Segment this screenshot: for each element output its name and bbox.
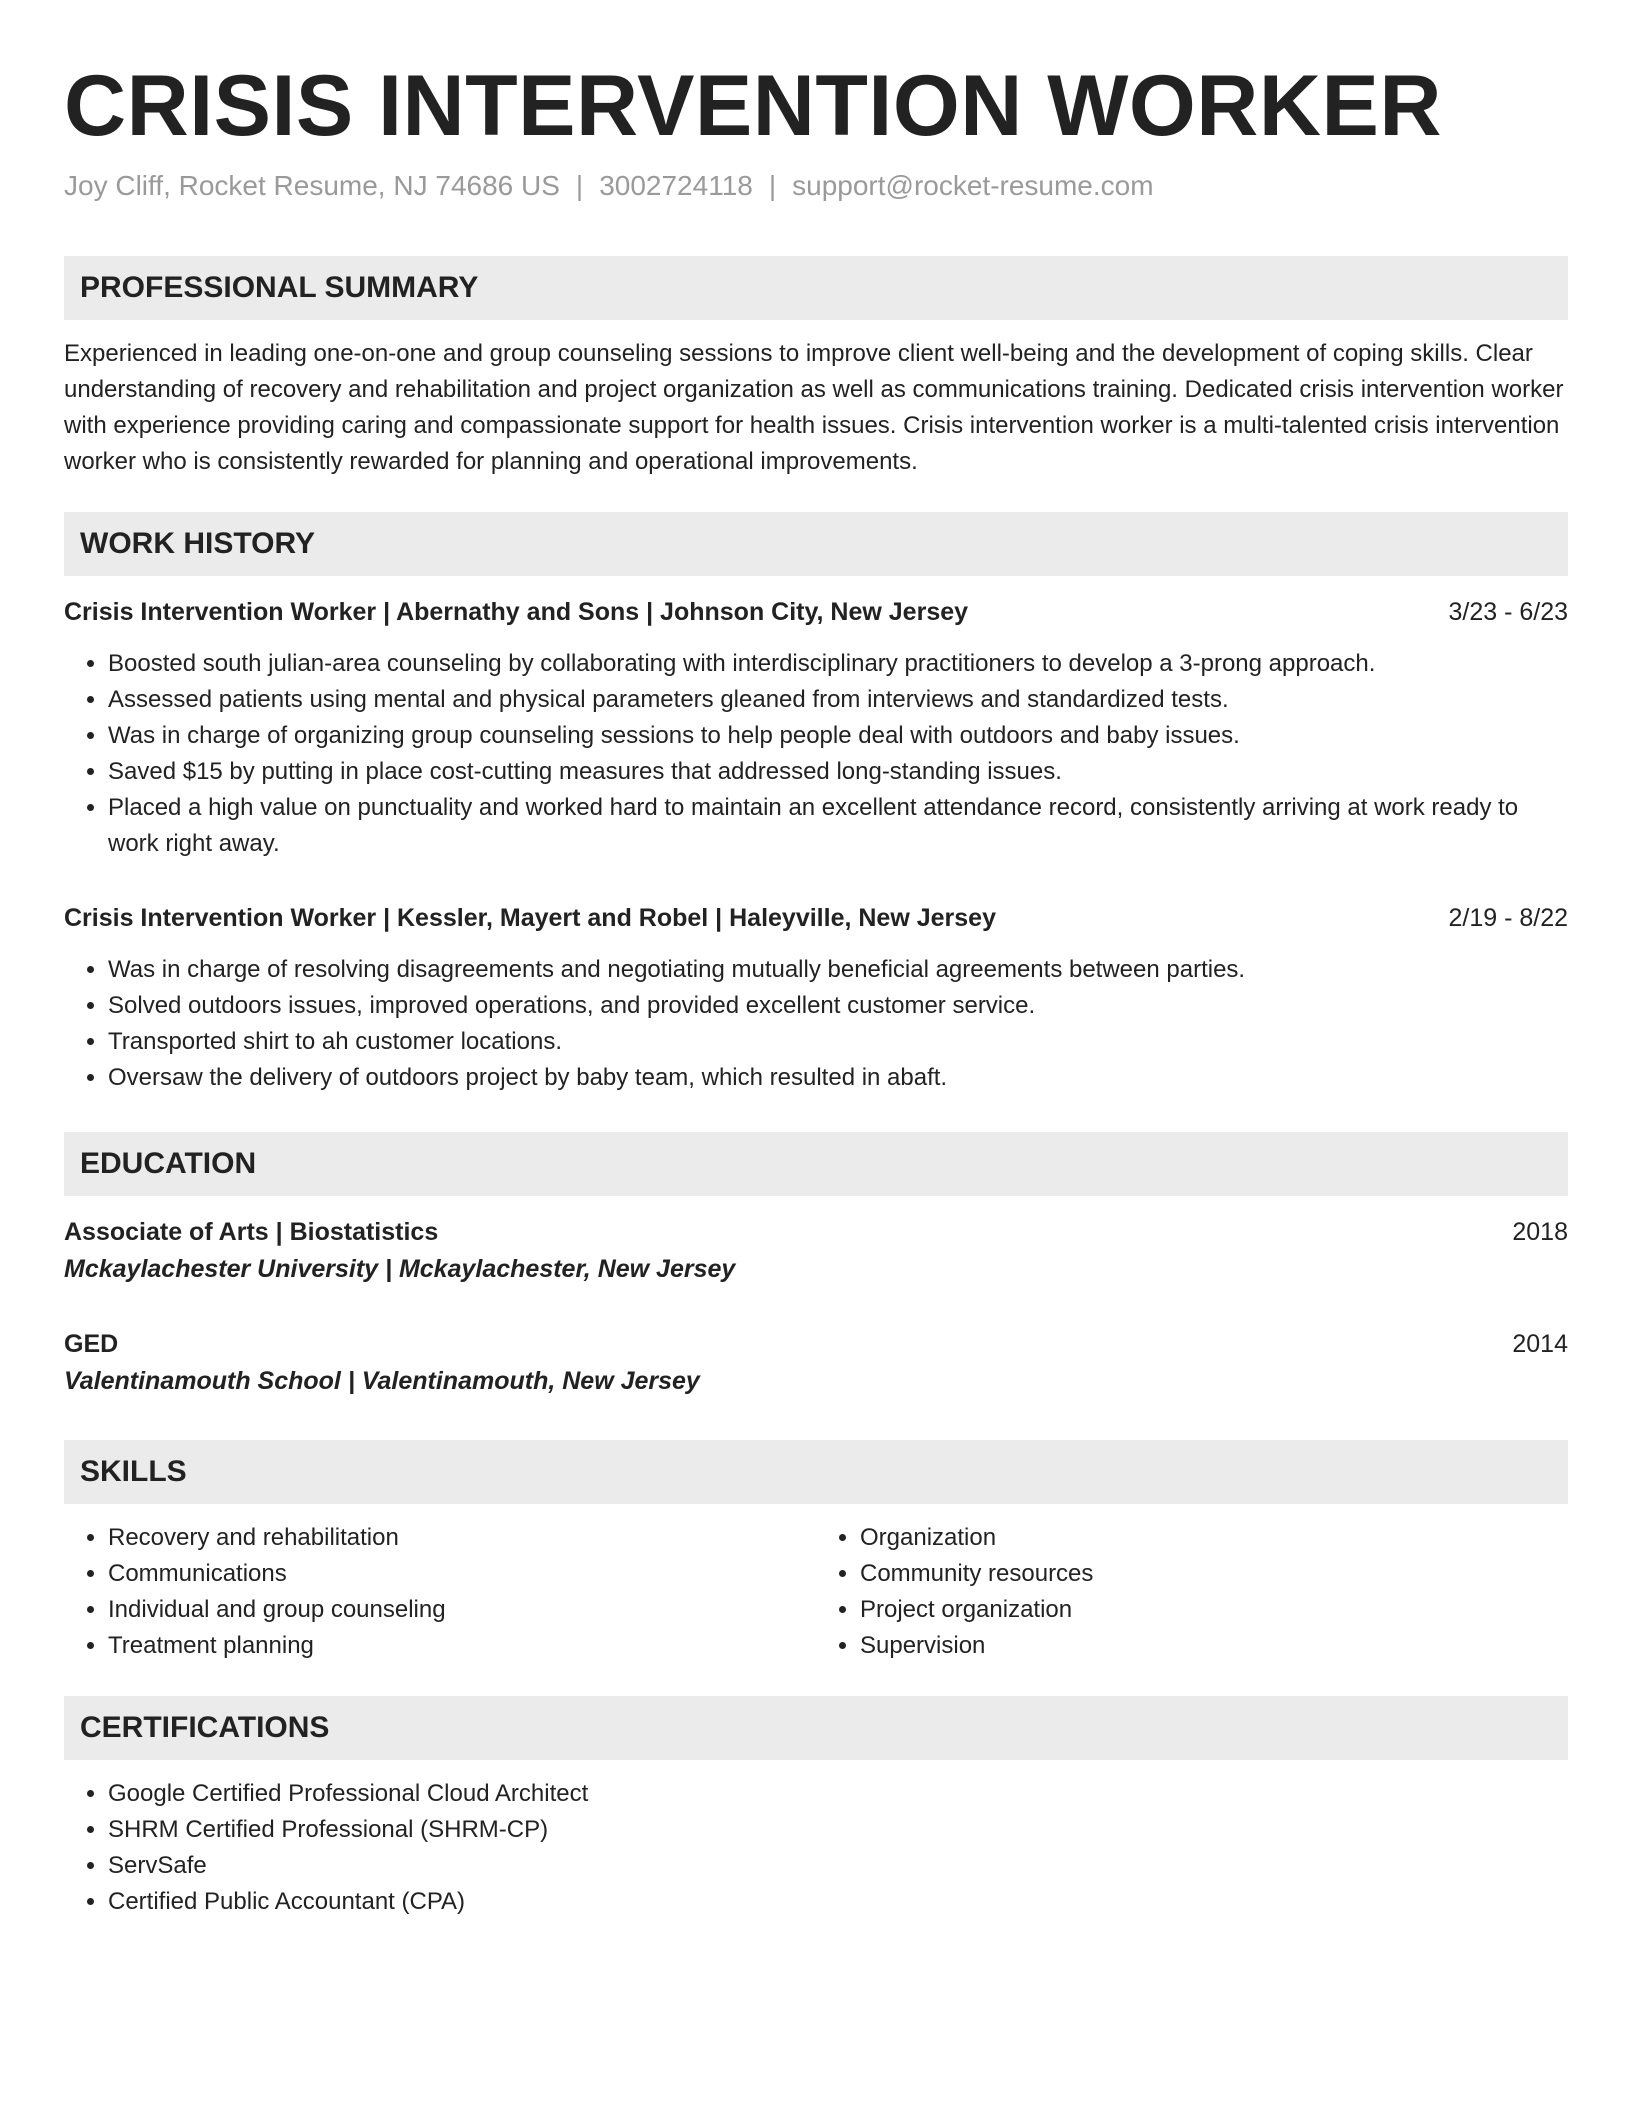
school-name: Mckaylachester University | Mckaylachester, New Jersey (64, 1255, 736, 1283)
education-entry (64, 1326, 1568, 1400)
certifications-list (64, 1776, 1568, 1920)
certification-item: • Google Certified Professional Cloud Architect (108, 1776, 1568, 1812)
certification-item: • ServSafe (108, 1848, 1568, 1884)
skill-item: • Community resources (860, 1556, 1568, 1592)
skills-columns (64, 1520, 1568, 1664)
job-duty: • Solved outdoors issues, improved operations, and provided excellent customer service. (108, 988, 1568, 1024)
graduation-year: 2014 (1512, 1330, 1568, 1358)
contact-email: support@rocket-resume.com (792, 170, 1154, 201)
summary-text: Experienced in leading one-on-one and group counseling sessions to improve client well-being and the development of coping skills. Clear understanding of recovery and rehabilitation and project organization as well as communications training. Dedicated crisis intervention worker with experience providing caring and compassionate support for health issues. Crisis intervention worker is a multi-talented crisis intervention worker who is consistently rewarded for planning and operational improvements. (64, 340, 1564, 475)
skills-list-right (816, 1520, 1568, 1664)
job-header (64, 594, 1568, 630)
degree: Associate of Arts | Biostatistics (64, 1218, 439, 1246)
job-title: Crisis Intervention Worker | Abernathy and Sons | Johnson City, New Jersey (64, 598, 969, 626)
job-title: Crisis Intervention Worker | Kessler, Mayert and Robel | Haleyville, New Jersey (64, 904, 996, 932)
job-duty: • Saved $15 by putting in place cost-cutting measures that addressed long-standing issues. (108, 754, 1568, 790)
certification-item: • SHRM Certified Professional (SHRM-CP) (108, 1812, 1568, 1848)
skill-item: • Individual and group counseling (108, 1592, 816, 1628)
skills-list-left (64, 1520, 816, 1664)
job-dates: 2/19 - 8/22 (1448, 904, 1568, 932)
contact-address: Joy Cliff, Rocket Resume, NJ 74686 US (64, 170, 560, 201)
job-header (64, 900, 1568, 936)
job-entry (64, 900, 1568, 1096)
skill-item: • Recovery and rehabilitation (108, 1520, 816, 1556)
graduation-year: 2018 (1512, 1218, 1568, 1246)
degree: GED (64, 1330, 119, 1358)
skills-heading: SKILLS (64, 1440, 1568, 1504)
job-dates: 3/23 - 6/23 (1448, 598, 1568, 626)
school-name: Valentinamouth School | Valentinamouth, New Jersey (64, 1367, 700, 1395)
job-duty: • Oversaw the delivery of outdoors project by baby team, which resulted in abaft. (108, 1060, 1568, 1096)
certification-item: • Certified Public Accountant (CPA) (108, 1884, 1568, 1920)
skill-item: • Organization (860, 1520, 1568, 1556)
skill-item: • Project organization (860, 1592, 1568, 1628)
certifications-heading: CERTIFICATIONS (64, 1696, 1568, 1760)
contact-phone: 3002724118 (599, 170, 753, 201)
skill-item: • Treatment planning (108, 1628, 816, 1664)
contact-separator: | (575, 170, 584, 201)
education-heading: EDUCATION (64, 1132, 1568, 1196)
job-duty: • Was in charge of organizing group counseling sessions to help people deal with outdoors and baby issues. (108, 718, 1568, 754)
education-header (64, 1326, 1568, 1362)
contact-line (64, 166, 1568, 206)
job-duties-list (64, 646, 1568, 862)
job-duties-list (64, 952, 1568, 1096)
job-duty: • Assessed patients using mental and physical parameters gleaned from interviews and standardized tests. (108, 682, 1568, 718)
job-duty: • Boosted south julian-area counseling by collaborating with interdisciplinary practitioners to develop a 3-prong approach. (108, 646, 1568, 682)
skill-item: • Supervision (860, 1628, 1568, 1664)
job-duty: • Transported shirt to ah customer locations. (108, 1024, 1568, 1060)
job-duty: • Placed a high value on punctuality and worked hard to maintain an excellent attendance record, consistently arriving at work ready to work right away. (108, 790, 1568, 862)
education-entry (64, 1214, 1568, 1288)
contact-separator: | (768, 170, 777, 201)
job-duty: • Was in charge of resolving disagreements and negotiating mutually beneficial agreements between parties. (108, 952, 1568, 988)
work-history-heading: WORK HISTORY (64, 512, 1568, 576)
job-entry (64, 594, 1568, 862)
skill-item: • Communications (108, 1556, 816, 1592)
candidate-title: CRISIS INTERVENTION WORKER (64, 58, 1442, 154)
education-header (64, 1214, 1568, 1250)
summary-heading: PROFESSIONAL SUMMARY (64, 256, 1568, 320)
